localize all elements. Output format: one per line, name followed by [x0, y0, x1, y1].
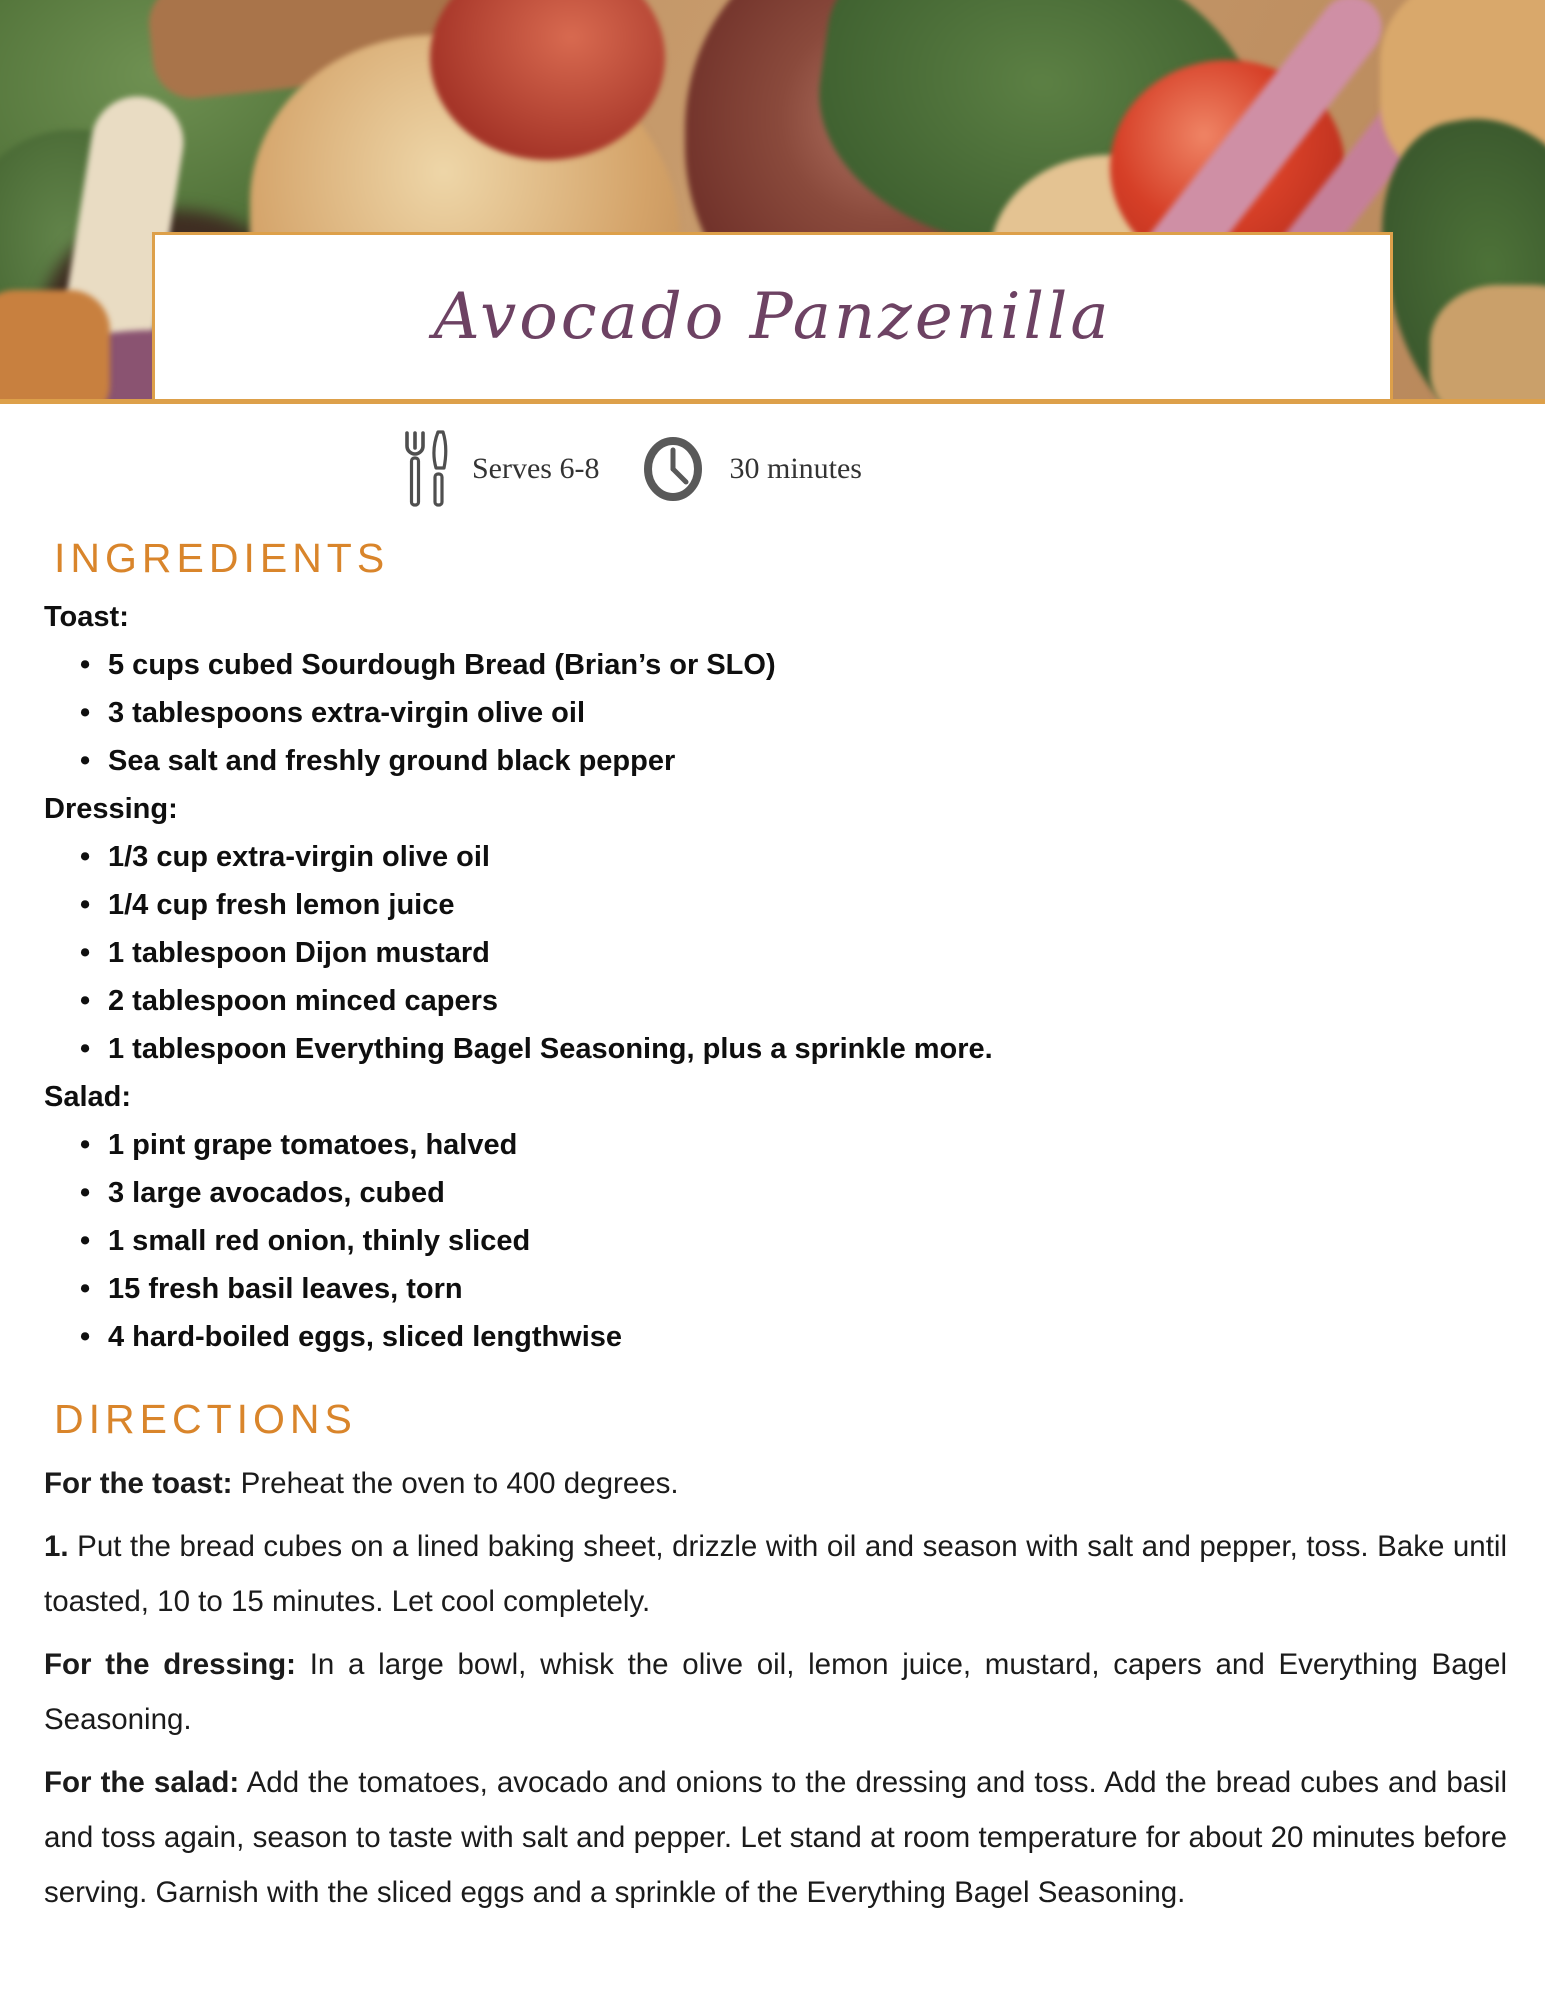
ingredient-item: • 1 tablespoon Dijon mustard	[44, 929, 1507, 977]
ingredient-list	[44, 1121, 1507, 1361]
ingredient-item: • 5 cups cubed Sourdough Bread (Brian’s or SLO)	[44, 641, 1507, 689]
clock-icon	[641, 436, 705, 502]
recipe-title: Avocado Panzenilla	[433, 280, 1112, 354]
ingredients-heading: INGREDIENTS	[54, 535, 390, 581]
ingredient-group-dressing	[44, 785, 1507, 1073]
directions-heading: DIRECTIONS	[54, 1396, 357, 1443]
direction-lead: For the salad:	[44, 1766, 240, 1800]
direction-paragraph	[44, 1456, 1507, 1511]
directions-body	[44, 1456, 1507, 1920]
meta-row	[0, 404, 1545, 508]
time-label: 30 minutes	[729, 452, 862, 485]
direction-lead: 1.	[44, 1530, 69, 1564]
group-label: Toast:	[44, 601, 129, 634]
direction-lead: For the toast:	[44, 1467, 233, 1501]
ingredient-item: • 15 fresh basil leaves, torn	[44, 1265, 1507, 1313]
ingredient-list	[44, 833, 1507, 1073]
direction-paragraph	[44, 1755, 1507, 1920]
ingredient-item: • 1 pint grape tomatoes, halved	[44, 1121, 1507, 1169]
hero-photo	[0, 0, 1545, 404]
ingredient-item: • 2 tablespoon minced capers	[44, 977, 1507, 1025]
photo-bread-crumb	[0, 290, 110, 404]
ingredient-item: • 1/4 cup fresh lemon juice	[44, 881, 1507, 929]
ingredient-item: • 1 tablespoon Everything Bagel Seasoning, plus a sprinkle more.	[44, 1025, 1507, 1073]
serves-label: Serves 6-8	[472, 452, 600, 485]
ingredient-item: • 3 large avocados, cubed	[44, 1169, 1507, 1217]
ingredient-group-toast	[44, 593, 1507, 785]
ingredient-group-salad	[44, 1073, 1507, 1361]
direction-text: Put the bread cubes on a lined baking sheet, drizzle with oil and season with salt and pepper, toss. Bake until toasted, 10 to 15 minutes. Let cool completely.	[44, 1530, 1508, 1619]
direction-text: In a large bowl, whisk the olive oil, lemon juice, mustard, capers and Everything Bagel Seasoning.	[44, 1648, 1508, 1737]
ingredient-item: • 1 small red onion, thinly sliced	[44, 1217, 1507, 1265]
ingredient-item: • 4 hard-boiled eggs, sliced lengthwise	[44, 1313, 1507, 1361]
group-label: Dressing:	[44, 793, 178, 826]
ingredient-list	[44, 641, 1507, 785]
direction-text: Preheat the oven to 400 degrees.	[240, 1467, 679, 1501]
direction-lead: For the dressing:	[44, 1648, 296, 1682]
ingredient-item: • 1/3 cup extra-virgin olive oil	[44, 833, 1507, 881]
direction-text: Add the tomatoes, avocado and onions to the dressing and toss. Add the bread cubes and basil and toss again, season to taste with salt and pepper. Let stand at room temperature for about 20 minutes before serving. Garnish with the sliced eggs and a sprinkle of the Everything Bagel Seasoning.	[44, 1766, 1508, 1910]
direction-paragraph	[44, 1637, 1507, 1747]
recipe-body	[0, 536, 1545, 1920]
photo-bread-crouton	[1430, 285, 1545, 404]
ingredient-item: • Sea salt and freshly ground black pepper	[44, 737, 1507, 785]
ingredient-item: • 3 tablespoons extra-virgin olive oil	[44, 689, 1507, 737]
direction-paragraph	[44, 1519, 1507, 1629]
group-label: Salad:	[44, 1081, 132, 1114]
title-banner	[152, 232, 1393, 399]
fork-knife-icon	[400, 430, 448, 508]
